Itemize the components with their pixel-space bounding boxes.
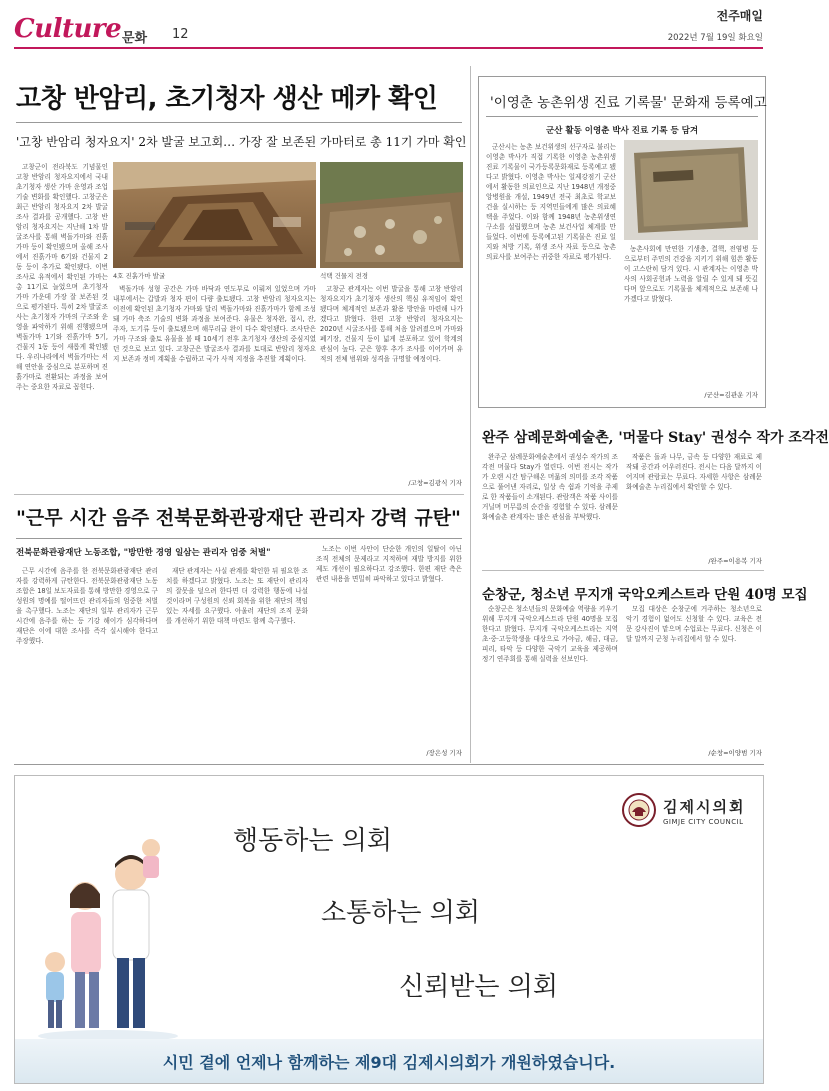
main-story-column: 벽돌가마 성형 공간은 가마 바닥과 연도부로 이뤄져 있었으며 가마 내부에서는 갑발과 청자 편이 다량 출토됐다. 고창 반암리 청자요지는 이전에 확인된 초기청자 가마와 달리 벽돌가마와 진흙가마가 함께 조성돼 가마 축조 기술의 변화 과정을 보여준다. 유물은 청자완, 접시, 잔, 주자, 도기류 등이 출토됐으며 해무리굽 완이 다수 확인됐다. 조사단은 가마 구조와 출토 유물을 볼 때 10세기 전후 초기청자 생산의 중심지였던 것으로 보고 있다. 고창군은 발굴조사 결과를 토대로 반암리 청자요지 보존과 정비 계획을 수립하고 국가 사적 지정을 추진할 계획이다. <box>113 285 316 363</box>
excavation-photo-kiln <box>113 162 316 268</box>
byline: /군산=김관운 기자 <box>704 391 758 399</box>
record-book-photo <box>624 140 758 240</box>
family-illustration <box>33 834 183 1044</box>
ad-slogan: 행동하는 의회 <box>233 826 392 856</box>
photo-caption: 석택 건물지 전경 <box>320 272 369 280</box>
council-name-english: GIMJE CITY COUNCIL <box>663 818 744 826</box>
main-headline: 고창 반암리, 초기청자 생산 메카 확인 <box>16 84 438 114</box>
byline: /순창=이양범 기자 <box>708 749 762 757</box>
newspaper-name: 전주매일 <box>716 9 763 23</box>
section-title-ko: 문화 <box>122 31 148 46</box>
ad-slogan: 신뢰받는 의회 <box>399 972 558 1002</box>
byline: /고창=김광식 기자 <box>408 479 462 487</box>
story2-column: 근무 시간에 음주를 한 전북문화관광재단 관리자를 강력하게 규탄한다. 전북문화관광재단 노동조합은 18일 보도자료를 통해 방만한 경영으로 구성원의 명예를 떨어뜨린 관리자들의 엄중한 처벌을 촉구했다. 노조는 재단의 일부 관리자가 근무 시간에 음주를 하는 등 기강 해이가 심각하다며 재단은 이에 대한 조사를 즉각 실시해야 한다고 주장했다. <box>16 567 158 645</box>
excavation-photo-building <box>320 162 463 268</box>
council-name: 김제시의회 <box>663 798 746 816</box>
side-story-column: 군산시는 농촌 보건위생의 선구자로 불리는 이영춘 박사가 직접 기록한 이영춘 농촌위생 진료 기록물이 국가등록문화재로 등록예고 됐다고 밝혔다. 이영춘 박사는 일제강점기 군산에서 활동한 의료인으로 지난 1948년 개정중앙병원을 개설, 1949년 전국 최초로 학교보건을 실시하는 등 지역민들에게 많은 의료혜택을 주었다. 이와 함께 1948년 농촌위생연구소를 설립했으며 농촌 보건사업 체계를 만들었다. 이번에 등록예고된 기록물은 진료 일지와 처방 기록, 위생 조사 자료 등으로 농촌 의료사를 보여주는 귀중한 자료로 평가된다. <box>486 143 616 261</box>
story-divider <box>14 494 464 495</box>
main-story-column: 고창군이 전라북도 기념물인 고창 반암리 청자요지에서 국내 초기청자 생산 가마 운영과 조업 기술 변화를 확인했다. 고창군은 최근 반암리 청자요지 2차 발굴조사 결과를 공개했다. 고창 반암리 청자요지는 지난해 1차 발굴조사를 통해 벽돌가마와 진흙가마 등이 확인됐으며 올해 조사에서 진흙가마 6기와 건물지 2동 등이 추가로 확인됐다. 이번 조사로 유적에서 확인된 가마는 총 11기로 늘었으며 초기청자 가마 가운데 가장 잘 보존된 것으로 평가된다. 특히 2차 발굴조사는 초기청자 가마의 구조와 운영을 파악하기 위해 진행됐으며 벽돌가마 1기와 진흙가마 5기, 건물지 1동 등이 새롭게 확인됐다. 우리나라에서 벽돌가마는 서해 연안을 중심으로 분포하며 진흙가마로 전환되는 과정을 보여주는 중요한 자료로 꼽힌다. <box>16 163 108 391</box>
byline: /장은성 기자 <box>426 749 462 757</box>
headline-rule <box>16 538 462 539</box>
column-divider <box>470 66 471 763</box>
ad-slogan: 소통하는 의회 <box>321 898 480 928</box>
story2-headline: "근무 시간 음주 전북문화관광재단 관리자 강력 규탄" <box>16 507 461 529</box>
photo-caption: 4호 진흙가마 발굴 <box>113 272 166 280</box>
story2-column: 노조는 이번 사안이 단순한 개인의 일탈이 아닌 조직 전체의 문제라고 지적하며 재발 방지를 위한 제도 개선이 필요하다고 강조했다. 한편 재단 측은 관련 내용을 면밀히 파악하고 있다고 밝혔다. <box>316 545 462 583</box>
issue-date: 2022년 7월 19일 화요일 <box>667 33 763 43</box>
council-emblem-icon <box>621 792 657 828</box>
council-advertisement <box>14 775 764 1084</box>
side-story-subheadline: 군산 활동 이영춘 박사 진료 기록 등 담겨 <box>546 126 699 136</box>
story3-column: 작품은 돌과 나무, 금속 등 다양한 재료로 제작돼 공간과 어우러진다. 전시는 다음 달까지 이어지며 관람료는 무료다. 자세한 사항은 삼례문화예술촌 누리집에서 확인할 수 있다. <box>626 453 762 491</box>
side-headline-rule <box>486 116 758 117</box>
ad-bottom-message: 시민 곁에 언제나 함께하는 제9대 김제시의회가 개원하였습니다. <box>162 1053 616 1072</box>
page-header <box>0 0 777 48</box>
main-story-column: 고창군 관계자는 이번 발굴을 통해 고창 반암리 청자요지가 초기청자 생산의 핵심 유적임이 확인됐다며 체계적인 보존과 활용 방안을 마련해 나가겠다고 밝혔다. 한편 고창 반암리 청자요지는 2020년 시굴조사를 통해 처음 알려졌으며 가마와 폐기장, 건물지 등이 넓게 분포하고 있어 학계의 관심이 높다. 군은 향후 추가 조사를 이어가며 유적의 전체 범위와 성격을 규명할 예정이다. <box>320 285 463 363</box>
story3-headline: 완주 삼례문화예술촌, '머물다 Stay' 권성수 작가 조각전 <box>482 430 829 446</box>
story2-subheadline: 전북문화관광재단 노동조합, "방만한 경영 일삼는 관리자 엄중 처벌" <box>16 548 271 558</box>
story4-headline: 순창군, 청소년 무지개 국악오케스트라 단원 40명 모집 <box>482 587 808 603</box>
story-divider <box>482 570 764 571</box>
story4-column: 순창군은 청소년들의 문화예술 역량을 키우기 위해 무지개 국악오케스트라 단원 40명을 모집한다고 밝혔다. 무지개 국악오케스트라는 지역 초·중·고등학생을 대상으로 가야금, 해금, 대금, 피리, 타악 등 다양한 국악기 교육을 제공하며 정기 연주회를 통해 실력을 선보인다. <box>482 605 618 663</box>
story3-column: 완주군 삼례문화예술촌에서 권성수 작가의 조각전 머물다 Stay가 열린다. 이번 전시는 작가가 오랜 시간 탐구해온 머묾의 의미를 조각 작품으로 풀어낸 자리로, 일상 속 쉼과 기억을 주제로 한 작품들이 소개된다. 관람객은 작품 사이를 거닐며 머무름의 순간을 경험할 수 있다. 삼례문화예술촌 관계자는 많은 관심을 부탁했다. <box>482 453 618 521</box>
side-story-headline: '이영춘 농촌위생 진료 기록물' 문화재 등록예고 <box>490 95 767 111</box>
page-number: 12 <box>172 27 189 42</box>
story4-column: 모집 대상은 순창군에 거주하는 청소년으로 악기 경험이 없어도 신청할 수 있다. 교육은 전문 강사진이 맡으며 수업료는 무료다. 신청은 이달 말까지 군청 누리집에서 할 수 있다. <box>626 605 762 643</box>
side-story-column: 농촌사회에 만연한 기생충, 결핵, 전염병 등으로부터 주민의 건강을 지키기 위해 힘쓴 활동이 고스란히 담겨 있다. 시 관계자는 이영춘 박사의 사회공헌과 노력을 알릴 수 있게 돼 뜻깊다며 앞으로도 기록물을 체계적으로 보존해 나가겠다고 밝혔다. <box>624 245 758 303</box>
ad-divider <box>14 764 764 765</box>
story2-column: 재단 관계자는 사실 관계를 확인한 뒤 필요한 조치를 하겠다고 밝혔다. 노조는 또 재단이 관리자의 잘못을 덮으려 한다면 더 강력한 행동에 나설 것이라며 구성원의 신뢰 회복을 위한 재단의 책임 있는 자세를 요구했다. 아울러 재단의 조직 문화를 개선하기 위한 대책 마련도 함께 촉구했다. <box>166 567 308 625</box>
header-divider <box>14 47 763 49</box>
main-subheadline: '고창 반암리 청자요지' 2차 발굴 보고회… 가장 잘 보존된 가마터로 총 11기 가마 확인 <box>16 135 467 149</box>
section-title-en: Culture <box>14 14 122 44</box>
byline: /완주=이용복 기자 <box>708 557 762 565</box>
headline-rule <box>16 122 462 123</box>
